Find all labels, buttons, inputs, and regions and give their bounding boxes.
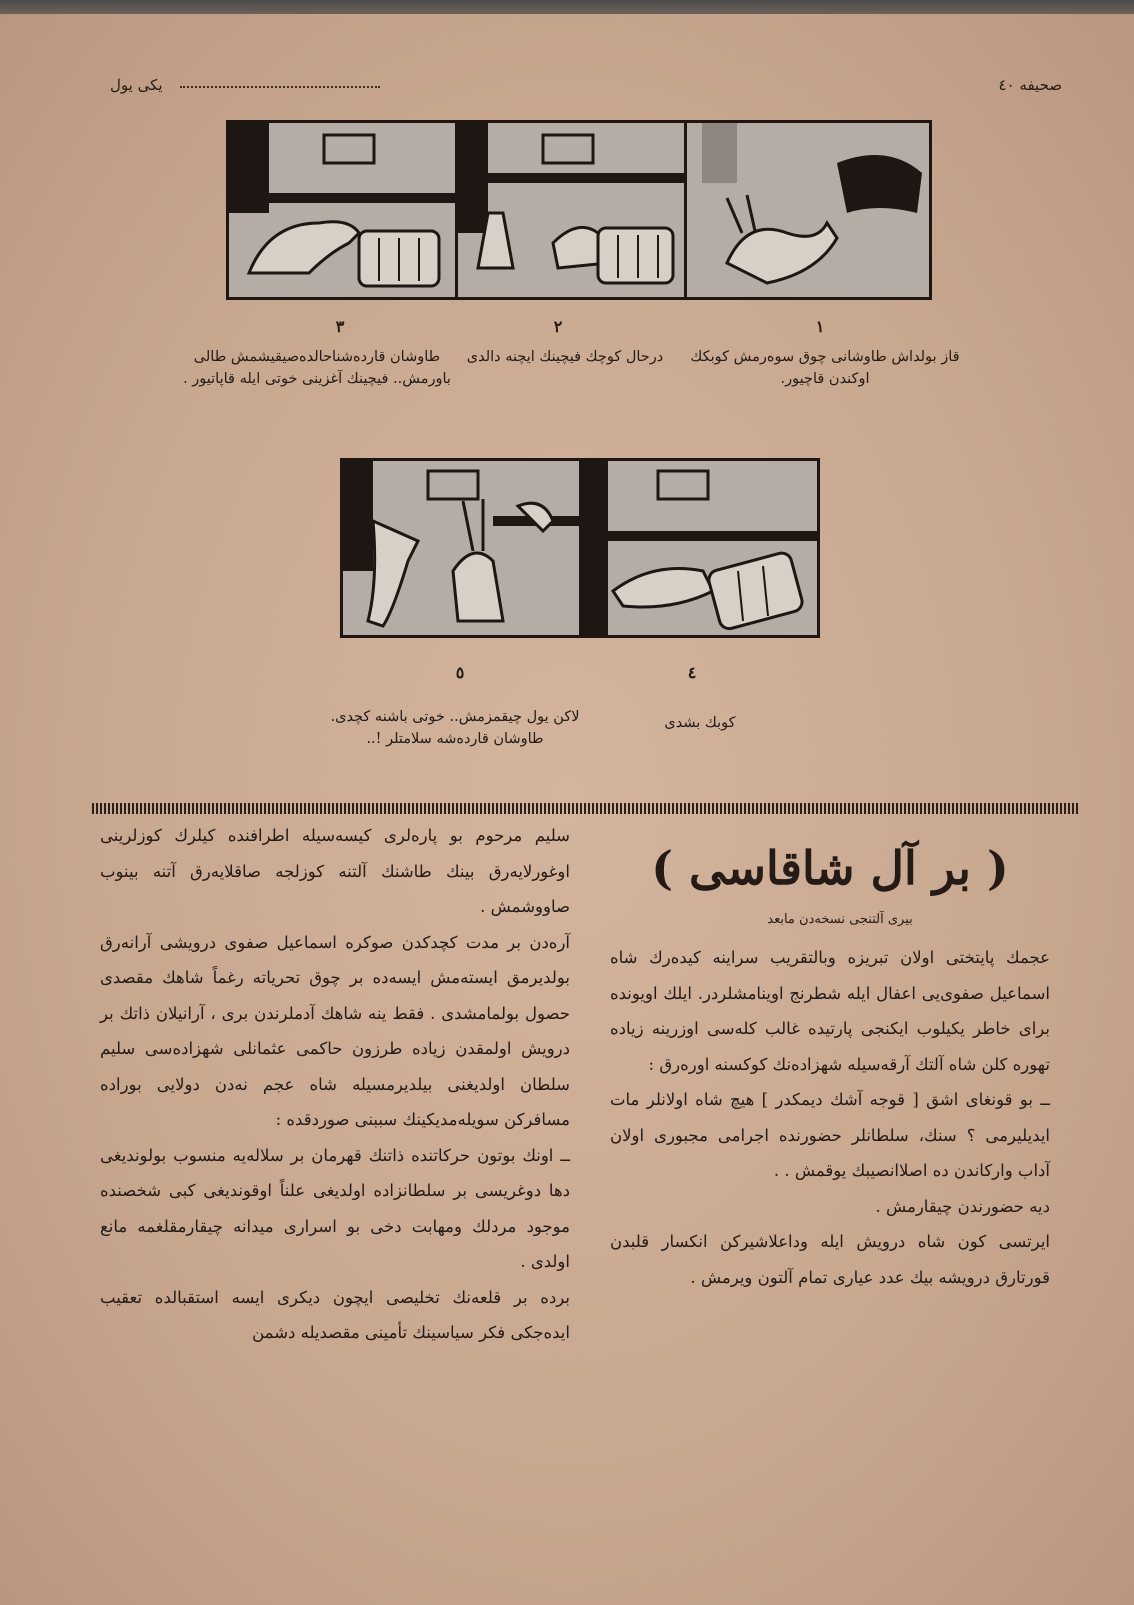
paragraph: ــ بو قونغای اشق [ قوجه آشك دیمکدر ] هیچ شاه اولانلر مات ایدیلیرمی ؟ سنك، سلطانلر حضورنده اجرامی مجبوری اولان آداب وارکاندن دە اصلاانصیبك یوقمش . . bbox=[610, 1090, 1050, 1180]
comic-panel-4 bbox=[580, 458, 820, 638]
comic-panel-2 bbox=[455, 120, 687, 300]
rabbit-running-illustration bbox=[687, 123, 929, 297]
article-column-left bbox=[100, 818, 570, 1351]
panel-number-4: ٤ bbox=[687, 663, 697, 682]
panel-number-2: ٢ bbox=[553, 317, 563, 336]
paragraph: دیه حضورندن چیقارمش . bbox=[875, 1196, 1050, 1216]
barrel-and-bell-illustration bbox=[458, 123, 684, 297]
panel-caption-3: طاوشان قاردەشناحالدەصیقیشمش طالی باورمش.. فیچینك آغزینی خوتی ایله قاپاتیور . bbox=[183, 349, 451, 387]
paragraph: سلیم مرحوم بو پارەلری کیسەسیله اطرافنده کیلرك کوزلرینی اوغورلایەرق بینك طاشنك آلتنه کوزلجه صاقلایەرق آتنه بینوب صاووشمش . bbox=[100, 826, 570, 916]
panel-caption-2: درحال کوچك فیچینك ایچنه دالدی bbox=[466, 349, 664, 365]
barrel-rolling-illustration bbox=[583, 461, 817, 635]
panel-caption-5: لاکن یول چیقمزمش.. خوتی باشنه کچدی. طاوشان قاردەشه سلامتلر !.. bbox=[330, 709, 580, 747]
scan-edge bbox=[0, 0, 1134, 14]
article-subtitle: بیری آلتنجی نسخەدن مابعد bbox=[767, 912, 913, 927]
paragraph: عجمك پایتختی اولان تبریزە وبالتقریب سراینه کیدەرك شاه اسماعیل صفوی‌یی اعفال ایله شطرنج اوینامشلردر. ایلك اویونده برای خاطر یکیلوب ایکنجی پارتیده غالب کلەسی اوزرینه زیادە تهورە کلن شاه آلتك آرقەسیله شهزادەنك کوکسنه اورەرق : bbox=[610, 948, 1050, 1074]
article-column-right bbox=[610, 940, 1050, 1295]
comic-panel-1 bbox=[684, 120, 932, 300]
crow-and-barrel-illustration bbox=[229, 123, 455, 297]
comic-panel-3 bbox=[226, 120, 458, 300]
panel-number-3: ٣ bbox=[335, 317, 345, 336]
paragraph: ایرتسی کون شاه درویش ایله وداعلاشیرکن انکسار قلبدن قورتارق درویشه بیك عدد عیاری تمام آلتون ویرمش . bbox=[610, 1232, 1050, 1287]
paragraph: آرەدن بر مدت کچدکدن صوکره اسماعیل صفوی درویشی آرانەرق بولدیرمق ایستەمش ایسەدە بر چوق تحریاته رغماً شاهك مقصدی حصول بولمامشدی . فقط ینه شاهك آدملرندن بری ، آرانیلان ذاتك بر درویش اولمقدن زیادە طرزون حاکمی عثمانلی شهزادەسی سلیم سلطان اولدیغنی بیلدیرمسیله شاه عجم نەدن دولایی بوراده مسافرکن سویلەمدیکینك سببنی صوردقده : bbox=[100, 932, 570, 1129]
panel-number-1: ١ bbox=[815, 317, 825, 336]
panel-caption-1: قاز بولداش طاوشانی چوق سوەرمش کوبکك اوکندن قاچیور. bbox=[690, 349, 960, 387]
page-number: صحیفه ٤٠ bbox=[998, 76, 1062, 94]
rabbit-and-bird-illustration bbox=[343, 461, 579, 635]
article-title: ( بر آل شاقاسی ) bbox=[651, 841, 1009, 895]
section-divider bbox=[92, 803, 1080, 814]
running-title: یکی یول bbox=[110, 76, 163, 94]
panel-number-5: ٥ bbox=[455, 663, 465, 682]
paragraph: بردە بر قلعەنك تخلیصی ایچون دیکری ایسه استقبالده تعقیب ایدەجکی فکر سیاسینك تأمینی مقصدیله دشمن bbox=[100, 1287, 570, 1342]
comic-panel-5 bbox=[340, 458, 582, 638]
panel-caption-4: کوبك بشدی bbox=[664, 715, 736, 731]
header-dotted-rule bbox=[180, 86, 380, 88]
paragraph: ــ اونك بوتون حرکاتنده ذاتنك قهرمان بر سلالەیه منسوب بولوندیغی دها دوغریسی بر سلطانزادە اولدیغی علناً اوقوندیغی کبی شخصنده موجود مردلك ومهابت دخی بو اسراری میدانه چیقارمقلغمه مانع اولدی . bbox=[100, 1145, 570, 1271]
